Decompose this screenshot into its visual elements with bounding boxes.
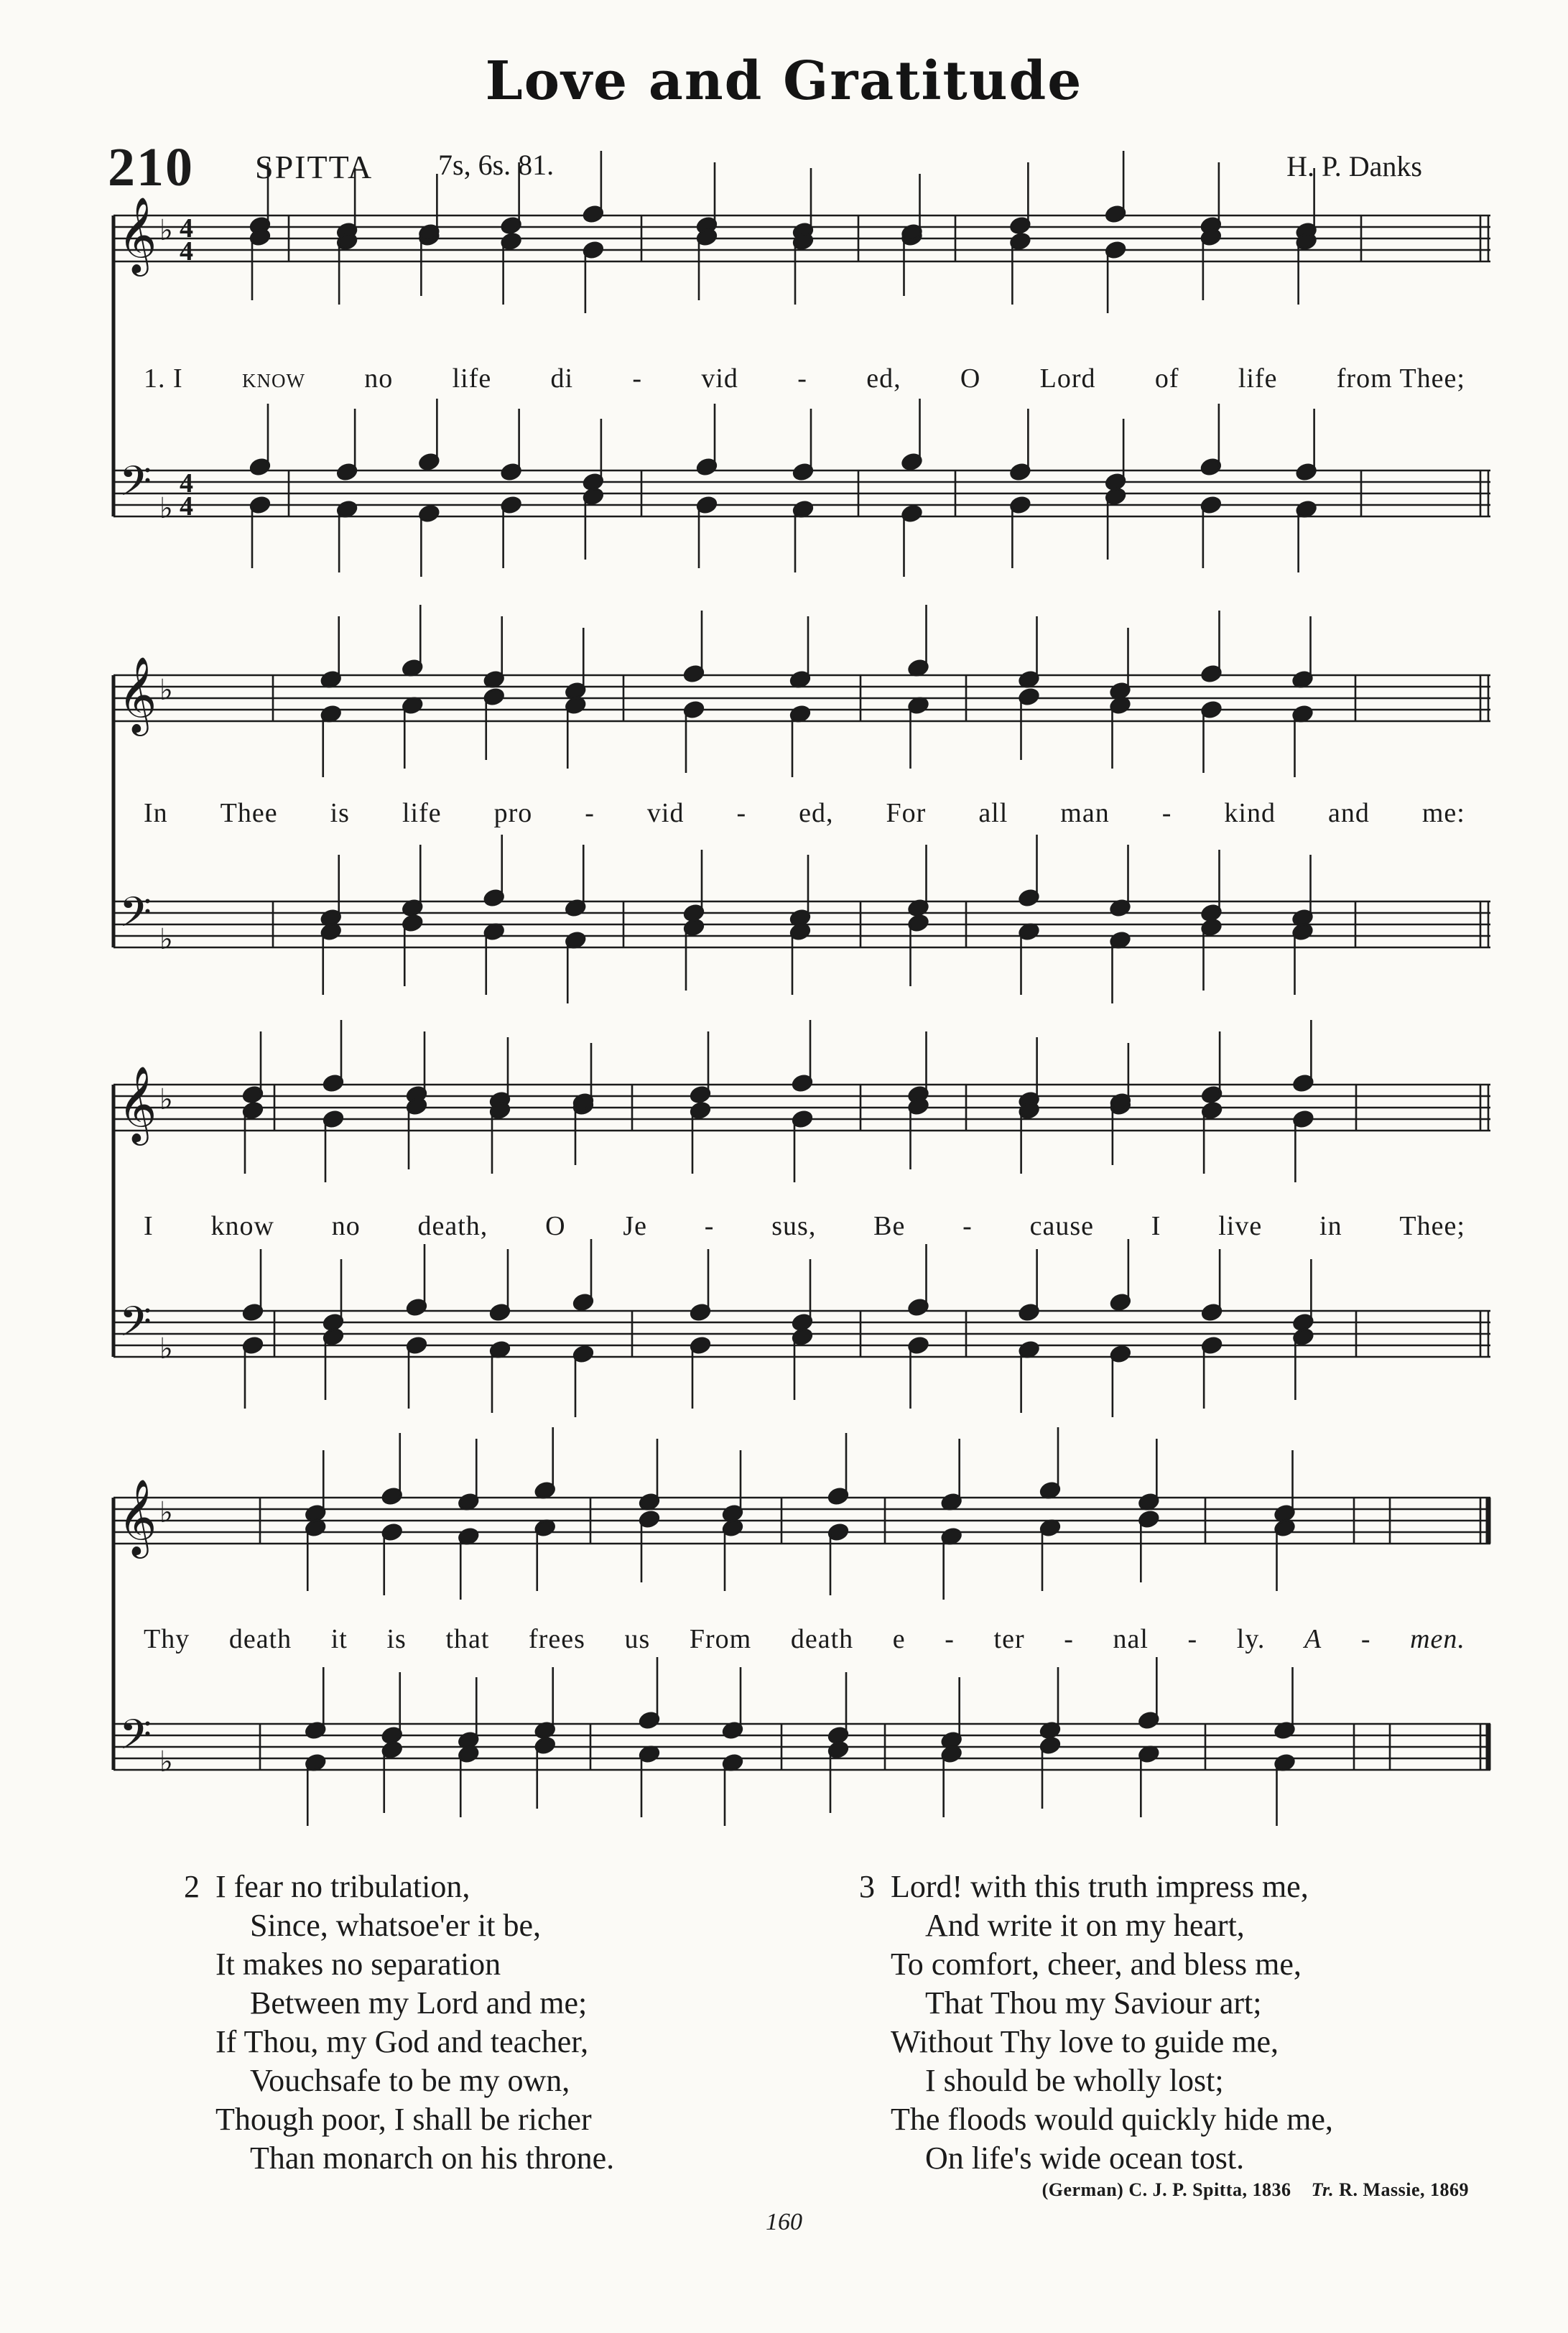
lyric-syllable: O bbox=[545, 1211, 566, 1241]
time-signature-bottom: 4 bbox=[180, 491, 193, 521]
verse-line: And write it on my heart, bbox=[925, 1908, 1245, 1943]
verse-line: To comfort, cheer, and bless me, bbox=[891, 1947, 1302, 1982]
verse-line: Lord! with this truth impress me, bbox=[891, 1869, 1309, 1904]
lyric-syllable: pro bbox=[493, 798, 533, 828]
lyric-syllable: - bbox=[632, 363, 643, 394]
page-number: 160 bbox=[766, 2209, 802, 2235]
lyric-syllable: of bbox=[1154, 363, 1179, 394]
lyric-syllable: men. bbox=[1410, 1624, 1465, 1654]
lyric-syllable: Lord bbox=[1039, 363, 1096, 394]
lyric-syllable: ter bbox=[993, 1624, 1025, 1654]
verse-line: It makes no separation bbox=[215, 1947, 501, 1982]
lyric-syllable: know bbox=[241, 363, 305, 394]
lyric-syllable: all bbox=[978, 798, 1008, 828]
lyric-line bbox=[144, 363, 1465, 394]
verse-number: 3 bbox=[859, 1869, 875, 1904]
lyric-syllable: Thy bbox=[144, 1624, 190, 1654]
lyric-syllable: - bbox=[1064, 1624, 1074, 1654]
lyric-syllable: life bbox=[452, 363, 492, 394]
lyric-syllable: Je bbox=[623, 1211, 647, 1241]
lyric-syllable: A bbox=[1304, 1624, 1322, 1654]
lyric-syllable: - bbox=[1360, 1624, 1371, 1654]
translator-label: Tr. bbox=[1311, 2179, 1335, 2200]
lyric-syllable: vid bbox=[701, 363, 738, 394]
lyric-syllable: no bbox=[364, 363, 394, 394]
time-signature-bottom: 4 bbox=[180, 236, 193, 266]
flat-icon: ♭ bbox=[159, 1332, 173, 1365]
lyric-syllable: - bbox=[1187, 1624, 1198, 1654]
lyric-syllable: - bbox=[736, 798, 747, 828]
lyric-syllable: ed, bbox=[866, 363, 901, 394]
flat-icon: ♭ bbox=[159, 492, 173, 525]
time-signature-top: 4 bbox=[180, 468, 193, 498]
verse-3 bbox=[859, 1868, 1333, 2178]
lyric-syllable: From bbox=[689, 1624, 752, 1654]
lyric-syllable: life bbox=[402, 798, 442, 828]
composer: H. P. Danks bbox=[1286, 150, 1422, 182]
lyric-syllable: it bbox=[330, 1624, 348, 1654]
verse-2 bbox=[184, 1868, 615, 2178]
bass-clef-icon: 𝄢 bbox=[119, 1297, 152, 1356]
lyric-syllable: man bbox=[1060, 798, 1110, 828]
bass-clef-icon: 𝄢 bbox=[119, 888, 152, 947]
hymn-meter: 7s, 6s. 81. bbox=[438, 149, 555, 181]
verse-line: Though poor, I shall be richer bbox=[215, 2102, 592, 2137]
lyric-syllable: ed, bbox=[799, 798, 834, 828]
verse-line: The floods would quickly hide me, bbox=[891, 2102, 1333, 2137]
lyric-syllable: cause bbox=[1029, 1211, 1094, 1241]
lyric-syllable: us bbox=[624, 1624, 651, 1654]
lyric-syllable: death bbox=[228, 1624, 292, 1654]
treble-clef-icon: 𝄞 bbox=[118, 1065, 157, 1142]
lyric-syllable: death, bbox=[417, 1211, 488, 1241]
hymn-number: 210 bbox=[108, 137, 194, 198]
lyric-syllable: I bbox=[144, 1211, 154, 1241]
verse-line: If Thou, my God and teacher, bbox=[215, 2024, 589, 2059]
verse-line: I fear no tribulation, bbox=[215, 1869, 470, 1904]
verse-line: That Thou my Saviour art; bbox=[925, 1985, 1262, 2021]
lyric-syllable: O bbox=[960, 363, 981, 394]
lyric-syllable: - bbox=[945, 1624, 955, 1654]
original-author: (German) C. J. P. Spitta, 1836 bbox=[1042, 2179, 1291, 2200]
lyric-syllable: me: bbox=[1421, 798, 1465, 828]
lyric-syllable: - bbox=[797, 363, 807, 394]
lyric-syllable: frees bbox=[529, 1624, 585, 1654]
lyric-syllable: Thee bbox=[220, 798, 278, 828]
lyric-syllable: For bbox=[886, 798, 927, 828]
flat-icon: ♭ bbox=[159, 1083, 173, 1116]
flat-icon: ♭ bbox=[159, 1496, 173, 1529]
lyric-syllable: In bbox=[144, 798, 168, 828]
flat-icon: ♭ bbox=[159, 214, 173, 247]
verse-line: Than monarch on his throne. bbox=[250, 2140, 615, 2176]
lyric-syllable: ly. bbox=[1236, 1624, 1266, 1654]
page-title: Love and Gratitude bbox=[485, 50, 1083, 112]
lyric-line bbox=[144, 1210, 1465, 1242]
translator: R. Massie, 1869 bbox=[1339, 2179, 1469, 2200]
text-credit bbox=[1042, 2179, 1469, 2201]
lyric-syllable: - bbox=[1161, 798, 1172, 828]
verse-line: Between my Lord and me; bbox=[250, 1985, 588, 2021]
lyric-line bbox=[144, 1623, 1465, 1655]
lyric-syllable: that bbox=[445, 1624, 490, 1654]
treble-clef-icon: 𝄞 bbox=[118, 656, 157, 733]
lyric-syllable: I bbox=[1151, 1211, 1161, 1241]
lyric-syllable: in bbox=[1319, 1211, 1342, 1241]
treble-clef-icon: 𝄞 bbox=[118, 1478, 157, 1555]
lyric-syllable: - bbox=[704, 1211, 715, 1241]
tune-name: SPITTA bbox=[255, 149, 374, 185]
lyric-syllable: live bbox=[1218, 1211, 1263, 1241]
verse-number: 2 bbox=[184, 1869, 200, 1904]
lyric-syllable: life bbox=[1238, 363, 1278, 394]
lyric-syllable: and bbox=[1327, 798, 1370, 828]
flat-icon: ♭ bbox=[159, 1745, 173, 1778]
flat-icon: ♭ bbox=[159, 923, 173, 956]
lyric-syllable: - bbox=[585, 798, 595, 828]
lyric-syllable: is bbox=[386, 1624, 407, 1654]
lyric-syllable: vid bbox=[646, 798, 685, 828]
treble-clef-icon: 𝄞 bbox=[118, 196, 157, 273]
lyric-syllable: di bbox=[550, 363, 574, 394]
flat-icon: ♭ bbox=[159, 674, 173, 707]
verse-line: Vouchsafe to be my own, bbox=[250, 2063, 570, 2098]
lyric-line bbox=[144, 797, 1465, 829]
lyric-syllable: no bbox=[331, 1211, 361, 1241]
lyric-syllable: is bbox=[330, 798, 350, 828]
lyric-syllable: 1. I bbox=[144, 363, 183, 394]
bass-clef-icon: 𝄢 bbox=[119, 457, 152, 516]
lyric-syllable: - bbox=[962, 1211, 973, 1241]
time-signature-top: 4 bbox=[180, 213, 193, 243]
lyric-syllable: nal bbox=[1113, 1624, 1149, 1654]
lyric-syllable: Be bbox=[873, 1211, 906, 1241]
verse-line: I should be wholly lost; bbox=[925, 2063, 1224, 2098]
lyric-syllable: Thee; bbox=[1399, 1211, 1465, 1241]
verse-line: Since, whatsoe'er it be, bbox=[250, 1908, 542, 1943]
lyric-syllable: kind bbox=[1224, 798, 1276, 828]
verse-line: Without Thy love to guide me, bbox=[891, 2024, 1279, 2059]
lyric-syllable: from Thee; bbox=[1336, 363, 1465, 394]
lyric-syllable: e bbox=[892, 1624, 906, 1654]
lyric-syllable: know bbox=[210, 1211, 274, 1241]
lyric-syllable: sus, bbox=[771, 1211, 817, 1241]
verse-line: On life's wide ocean tost. bbox=[925, 2140, 1245, 2176]
lyric-syllable: death bbox=[790, 1624, 854, 1654]
bass-clef-icon: 𝄢 bbox=[119, 1710, 152, 1769]
